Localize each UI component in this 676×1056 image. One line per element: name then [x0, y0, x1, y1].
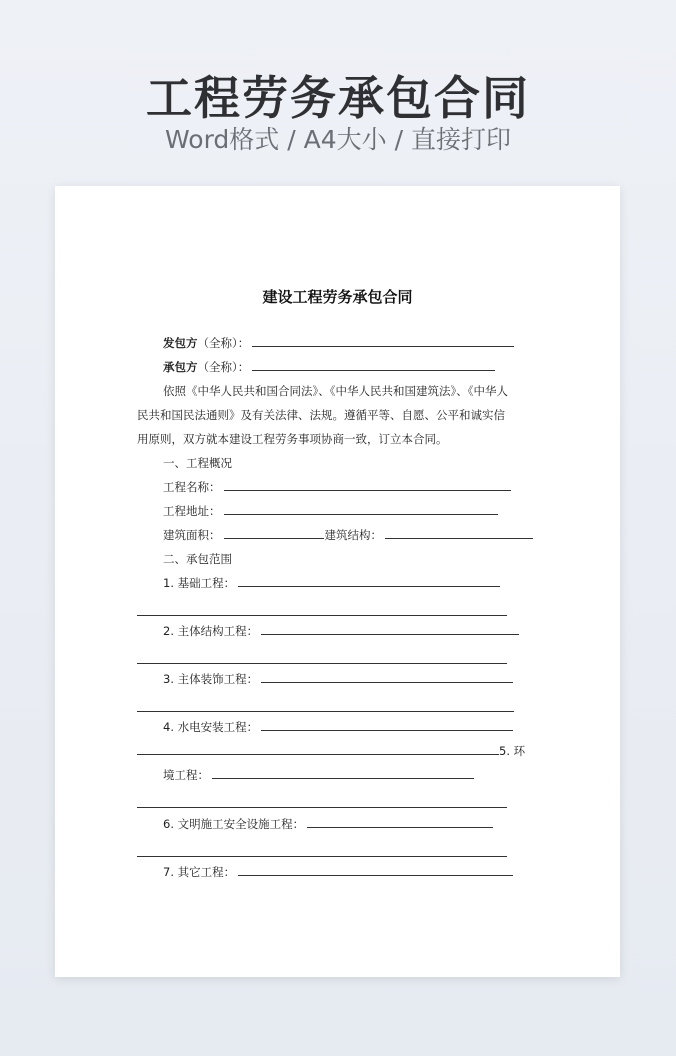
party-a-note: （全称）：: [197, 336, 250, 350]
party-b-blank[interactable]: [252, 357, 495, 371]
project-name-line: [163, 477, 511, 497]
scope-item-3-blank[interactable]: [261, 669, 513, 683]
scope-item-1-label: 1. 基础工程：: [163, 576, 236, 590]
scope-item-7: [163, 862, 513, 882]
scope-item-5-start-line: [137, 741, 525, 761]
scope-item-1: [163, 573, 500, 593]
section-heading-1: 一、工程概况: [163, 456, 232, 470]
scope-item-4-label: 4. 水电安装工程：: [163, 720, 259, 734]
scope-item-4: [163, 717, 513, 737]
scope-item-6-continuation[interactable]: [137, 856, 507, 857]
project-name-blank[interactable]: [224, 477, 511, 491]
project-name-label: 工程名称：: [163, 480, 221, 494]
party-b-line: [163, 357, 495, 377]
document-page: [55, 186, 620, 977]
building-info-line: [163, 525, 533, 545]
document-title: 建设工程劳务承包合同: [262, 288, 413, 306]
building-area-blank[interactable]: [224, 525, 324, 539]
building-structure-blank[interactable]: [385, 525, 533, 539]
scope-item-3: [163, 669, 513, 689]
scope-item-5-start: 5. 环: [499, 744, 526, 758]
section-heading-2: 二、承包范围: [163, 552, 232, 566]
scope-item-1-continuation[interactable]: [137, 615, 507, 616]
party-b-label: 承包方: [163, 360, 198, 374]
banner-subtitle: Word格式 / A4大小 / 直接打印: [165, 125, 511, 154]
scope-item-6: [163, 814, 493, 834]
scope-item-2-label: 2. 主体结构工程：: [163, 624, 259, 638]
party-a-label: 发包方: [163, 336, 198, 350]
building-structure-label: 建筑结构：: [324, 528, 382, 542]
scope-item-3-label: 3. 主体装饰工程：: [163, 672, 259, 686]
banner-title: 工程劳务承包合同: [146, 71, 530, 125]
scope-item-2-continuation[interactable]: [137, 663, 507, 664]
scope-item-2: [163, 621, 519, 641]
scope-item-7-label: 7. 其它工程：: [163, 865, 236, 879]
scope-item-6-label: 6. 文明施工安全设施工程：: [163, 817, 305, 831]
building-area-label: 建筑面积：: [163, 528, 221, 542]
scope-item-2-blank[interactable]: [261, 621, 519, 635]
scope-item-4-blank[interactable]: [261, 717, 513, 731]
party-a-blank[interactable]: [252, 333, 514, 347]
scope-item-5-continuation[interactable]: [137, 807, 507, 808]
project-address-label: 工程地址：: [163, 504, 221, 518]
scope-item-6-blank[interactable]: [307, 814, 493, 828]
scope-item-3-continuation[interactable]: [137, 711, 514, 712]
project-address-line: [163, 501, 498, 521]
party-b-note: （全称）：: [197, 360, 250, 374]
scope-item-1-blank[interactable]: [238, 573, 500, 587]
intro-line-2: 民共和国民法通则》及有关法律、法规。遵循平等、自愿、公平和诚实信: [137, 408, 505, 422]
project-address-blank[interactable]: [224, 501, 498, 515]
scope-item-5: [163, 765, 474, 785]
scope-item-4-continuation[interactable]: [137, 741, 499, 755]
party-a-line: [163, 333, 514, 353]
scope-item-7-blank[interactable]: [238, 862, 513, 876]
scope-item-5-label: 境工程：: [163, 768, 209, 782]
intro-line-3: 用原则，双方就本建设工程劳务事项协商一致，订立本合同。: [137, 432, 448, 446]
intro-line-1: 依照《中华人民共和国合同法》、《中华人民共和国建筑法》、《中华人: [163, 384, 508, 398]
scope-item-5-blank[interactable]: [212, 765, 474, 779]
